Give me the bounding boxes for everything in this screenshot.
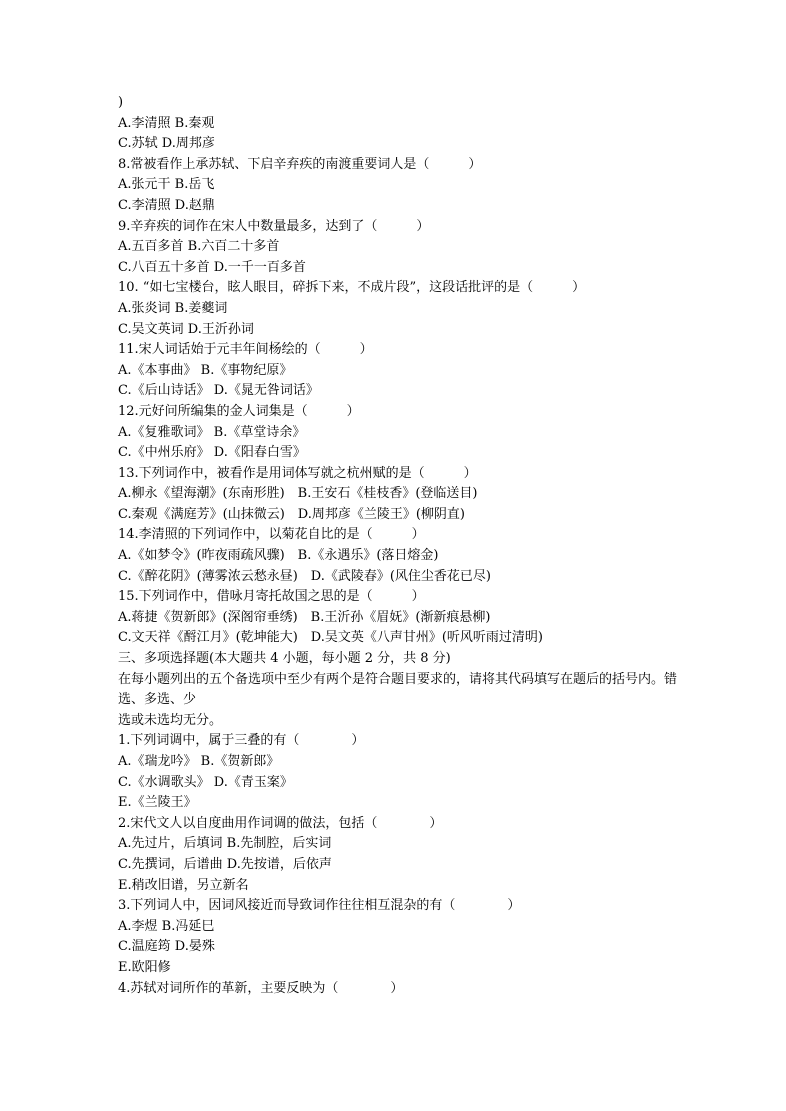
section-instructions-continued: 选或未选均无分。 <box>118 712 223 728</box>
option-line: A.蒋捷《贺新郎》(深阁帘垂绣) B.王沂孙《眉妩》(渐新痕悬柳) <box>118 609 491 625</box>
text-line: ) <box>118 95 124 110</box>
question-line: 1.下列词调中，属于三叠的有（ ） <box>118 733 365 749</box>
question-line: 10. “如七宝楼台，眩人眼目，碎拆下来，不成片段”，这段话批评的是（ ） <box>118 280 586 296</box>
option-line: C.温庭筠 D.晏殊 <box>118 939 215 955</box>
section-heading: 三、多项选择题(本大题共 4 小题，每小题 2 分，共 8 分) <box>118 651 451 667</box>
option-line: C.李清照 D.赵鼎 <box>118 197 215 213</box>
option-line: C.《中州乐府》 D.《阳春白雪》 <box>118 445 306 461</box>
option-line: A.张元干 B.岳飞 <box>118 177 215 193</box>
question-line: 2.宋代文人以自度曲用作词调的做法，包括（ ） <box>118 815 443 831</box>
option-line: E.《兰陵王》 <box>118 795 197 811</box>
question-line: 12.元好问所编集的金人词集是（ ） <box>118 403 360 419</box>
option-line: A.先过片，后填词 B.先制腔，后实词 <box>118 836 332 852</box>
question-line: 14.李清照的下列词作中，以菊花自比的是（ ） <box>118 527 425 543</box>
option-line: A.《本事曲》 B.《事物纪原》 <box>118 362 293 378</box>
option-line: A.《瑞龙吟》 B.《贺新郎》 <box>118 754 280 769</box>
section-instructions: 在每小题列出的五个备选项中至少有两个是符合题目要求的，请将其代码填写在题后的括号内。错选、多选、少 <box>118 671 678 708</box>
question-line: 15.下列词作中，借咏月寄托故国之思的是（ ） <box>118 589 425 605</box>
option-line: A.李煜 B.冯延巳 <box>118 918 215 934</box>
option-line: A.《复雅歌词》 B.《草堂诗余》 <box>118 424 306 440</box>
option-line: C.《醉花阴》(薄雾浓云愁永昼) D.《武陵春》(风住尘香花已尽) <box>118 568 491 584</box>
option-line: C.《后山诗话》 D.《晁无咎词话》 <box>118 383 319 399</box>
option-line: C.吴文英词 D.王沂孙词 <box>118 321 254 337</box>
option-line: A.五百多首 B.六百二十多首 <box>118 239 280 255</box>
option-line: A.张炎词 B.姜夔词 <box>118 300 228 316</box>
option-line: C.八百五十多首 D.一千一百多首 <box>118 259 306 275</box>
document-page <box>118 93 678 999</box>
option-line: C.先撰词，后谱曲 D.先按谱，后依声 <box>118 856 332 872</box>
option-line: C.苏轼 D.周邦彦 <box>118 136 215 152</box>
question-line: 13.下列词作中，被看作是用词体写就之杭州赋的是（ ） <box>118 465 477 481</box>
option-line: A.李清照 B.秦观 <box>118 115 215 131</box>
question-line: 11.宋人词话始于元丰年间杨绘的（ ） <box>118 342 373 358</box>
option-line: A.柳永《望海潮》(东南形胜) B.王安石《桂枝香》(登临送目) <box>118 486 478 502</box>
option-line: C.文天祥《酹江月》(乾坤能大) D.吴文英《八声甘州》(听风听雨过清明) <box>118 630 543 646</box>
option-line: E.欧阳修 <box>118 959 171 975</box>
option-line: C.秦观《满庭芳》(山抹微云) D.周邦彦《兰陵王》(柳阴直) <box>118 506 465 522</box>
question-line: 9.辛弃疾的词作在宋人中数量最多，达到了（ ） <box>118 218 430 234</box>
option-line: A.《如梦令》(昨夜雨疏风骤) B.《永遇乐》(落日熔金) <box>118 548 439 564</box>
question-line: 4.苏轼对词所作的革新，主要反映为（ ） <box>118 980 404 996</box>
question-line: 8.常被看作上承苏轼、下启辛弃疾的南渡重要词人是（ ） <box>118 156 482 172</box>
question-line: 3.下列词人中，因词风接近而导致词作往往相互混杂的有（ ） <box>118 898 521 914</box>
option-line: C.《水调歌头》 D.《青玉案》 <box>118 774 293 790</box>
option-line: E.稍改旧谱，另立新名 <box>118 877 249 893</box>
